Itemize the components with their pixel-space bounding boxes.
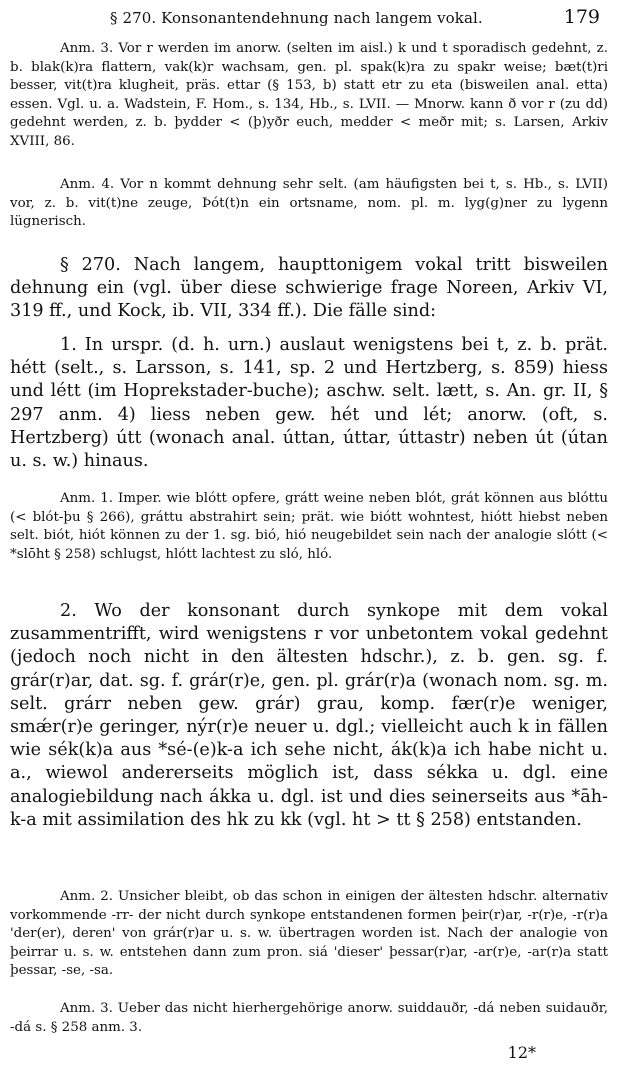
- signature-mark: 12*: [507, 1043, 536, 1062]
- note-anm-3: Anm. 3. Vor r werden im anorw. (selten im aisl.) k und t sporadisch gedehnt, z. b. blak(k)ra flattern, vak(k)r wachsam, gen. pl. spak(k)ra zu spakr weise; bæt(t)ri besser, vit(t)ra klugheit, präs. ettar (§ 153, b) statt etr zu eta (bisweilen anal. etta) essen. Vgl. u. a. Wadstein, F. Hom., s. 134, Hb., s. LVII. — Mnorw. kann ð vor r (zu dd) gedehnt werden, z. b. þydder < (þ)yðr euch, medder < meðr mit; s. Larsen, Arkiv XVIII, 86.: [10, 41, 608, 149]
- book-page: [10, 0, 608, 1070]
- note-anm-2: Anm. 2. Unsicher bleibt, ob das schon in einigen der ältesten hdschr. alternativ vorkommende -rr- der nicht durch synkope entstandenen formen þeir(r)ar, -r(r)e, -r(r)a 'der(er), deren' von grár(r)ar u. s. w. übertragen worden ist. Nach der analogie von þeirrar u. s. w. entstehen dann zum pron. siá 'dieser' þessar(r)ar, -ar(r)e, -ar(r)a statt þessar, -se, -sa.: [10, 889, 608, 979]
- note-anm-1: Anm. 1. Imper. wie blótt opfere, grátt weine neben blót, grát können aus blóttu (< blót-þu § 266), gráttu abstrahirt sein; prät. wie biótt wohntest, hiótt hiebst neben selt. biót, hiót können zu der 1. sg. bió, hió neugebildet sein nach der analogie slótt (< *slōht § 258) schlugst, hlótt lachtest zu sló, hló.: [10, 491, 608, 562]
- header-title: § 270. Konsonantendehnung nach langem vokal.: [110, 9, 483, 27]
- note-anm-4: Anm. 4. Vor n kommt dehnung sehr selt. (am häufigsten bei t, s. Hb., s. LVII) vor, z. b. vit(t)ne zeuge, Þót(t)n ein ortsname, nom. pl. m. lyg(g)ner zu lygenn lügnerisch.: [10, 177, 608, 230]
- note-anm-3b: Anm. 3. Ueber das nicht hierhergehörige anorw. suiddauðr, -dá neben suidauðr, -dá s. § 258 anm. 3.: [10, 1001, 608, 1035]
- section-270-point-1: 1. In urspr. (d. h. urn.) auslaut wenigstens bei t, z. b. prät. hétt (selt., s. Larsson, s. 141, sp. 2 und Hertzberg, s. 859) hiess und létt (im Hoprekstader-buche); aschw. selt. lætt, s. An. gr. II, § 297 anm. 4) liess neben gew. hét und lét; anorw. (oft, s. Hertzberg) útt (wonach anal. úttan, úttar, úttastr) neben út (útan u. s. w.) hinaus.: [10, 335, 608, 472]
- running-header: [10, 6, 608, 30]
- page-number: 179: [563, 6, 600, 28]
- section-270-point-2: 2. Wo der konsonant durch synkope mit dem vokal zusammentrifft, wird wenigstens r vor unbetontem vokal gedehnt (jedoch noch nicht in den ältesten hdschr.), z. b. gen. sg. f. grár(r)ar, dat. sg. f. grár(r)e, gen. pl. grár(r)a (wonach nom. sg. m. selt. grárr neben gew. grár) grau, komp. fær(r)e weniger, smǽr(r)e geringer, nýr(r)e neuer u. dgl.; vielleicht auch k in fällen wie sék(k)a aus *sé-(e)k-a ich sehe nicht, ák(k)a ich habe nicht u. a., wiewol andererseits möglich ist, dass sékka u. dgl. eine analogiebildung nach ákka u. dgl. ist und dies seinerseits aus *āh-k-a mit assimilation des hk zu kk (vgl. ht > tt § 258) entstanden.: [10, 601, 608, 830]
- section-270-intro: § 270. Nach langem, haupttonigem vokal tritt bisweilen dehnung ein (vgl. über diese schwierige frage Noreen, Arkiv VI, 319 ff., und Kock, ib. VII, 334 ff.). Die fälle sind:: [10, 255, 608, 322]
